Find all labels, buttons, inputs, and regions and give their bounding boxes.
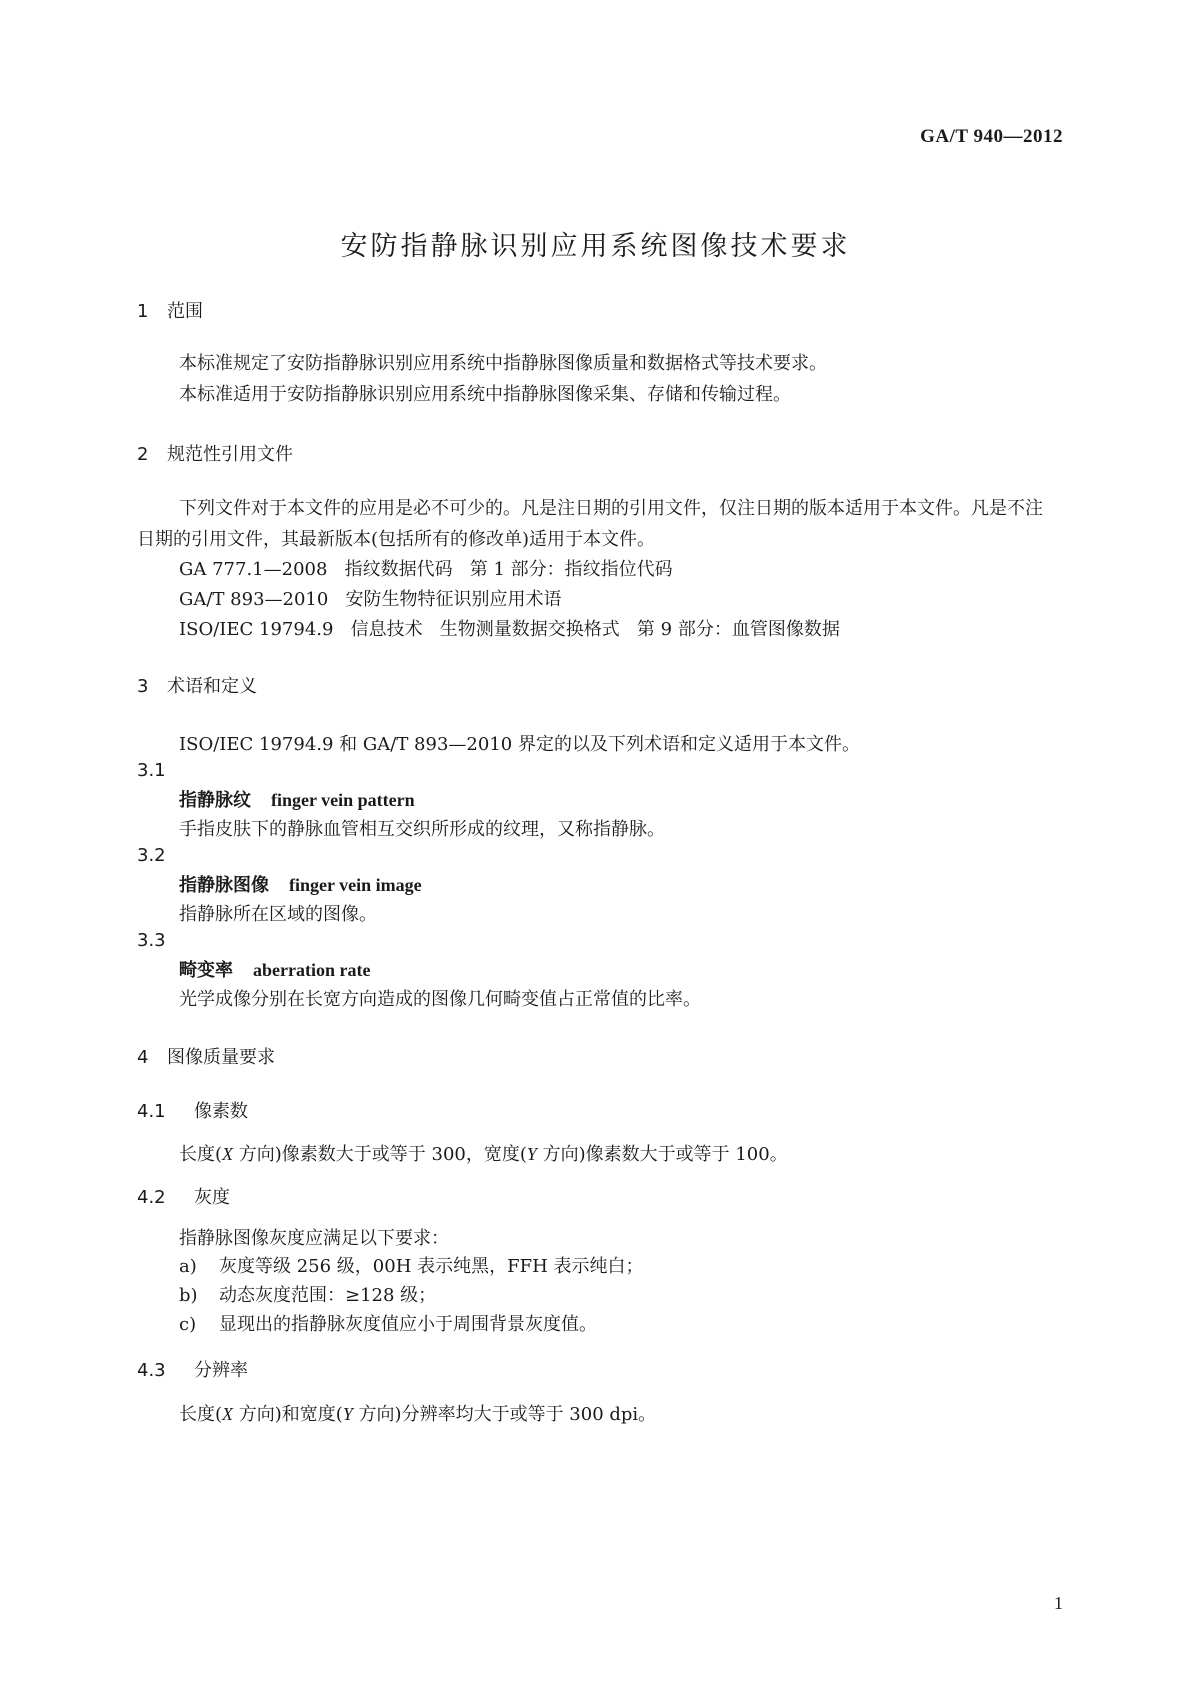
term-definition: 光学成像分别在长宽方向造成的图像几何畸变值占正常值的比率。 <box>179 989 701 1010</box>
subsection-4-3-paragraph <box>179 1400 656 1426</box>
section-title: 图像质量要求 <box>167 1047 275 1068</box>
term-en: finger vein pattern <box>271 790 415 810</box>
section-number: 1 <box>137 301 149 322</box>
document-code: GA/T 940—2012 <box>920 126 1063 147</box>
subsection-title: 分辨率 <box>194 1360 248 1381</box>
term-definition: 指静脉所在区域的图像。 <box>179 904 377 925</box>
section-title: 规范性引用文件 <box>167 444 293 465</box>
term-name <box>179 956 370 982</box>
subsection-4-1-heading <box>137 1097 248 1123</box>
subsection-number: 4.3 <box>137 1360 166 1381</box>
text-part: 方向)像素数大于或等于 100。 <box>536 1144 788 1165</box>
reference-item: ISO/IEC 19794.9 信息技术 生物测量数据交换格式 第 9 部分：血管图像数据 <box>179 619 840 640</box>
list-item <box>179 1310 597 1336</box>
variable-y: Y <box>526 1144 537 1164</box>
reference-item: GA 777.1—2008 指纹数据代码 第 1 部分：指纹指位代码 <box>179 559 673 580</box>
list-text: 显现出的指静脉灰度值应小于周围背景灰度值。 <box>219 1314 597 1335</box>
section-title: 范围 <box>167 301 203 322</box>
term-number: 3.3 <box>137 930 166 951</box>
section-2-paragraph: 下列文件对于本文件的应用是必不可少的。凡是注日期的引用文件，仅注日期的版本适用于本文件。凡是不注日期的引用文件，其最新版本(包括所有的修改单)适用于本文件。 <box>137 498 1043 550</box>
reference-item: GA/T 893—2010 安防生物特征识别应用术语 <box>179 589 562 610</box>
section-1-paragraph-1: 本标准规定了安防指静脉识别应用系统中指静脉图像质量和数据格式等技术要求。 <box>179 353 827 374</box>
section-1-paragraph-2: 本标准适用于安防指静脉识别应用系统中指静脉图像采集、存储和传输过程。 <box>179 384 791 405</box>
term-zh: 畸变率 <box>179 960 233 981</box>
term-number: 3.1 <box>137 760 166 781</box>
section-3-heading <box>137 672 257 698</box>
list-marker: a) <box>179 1256 197 1277</box>
term-number: 3.2 <box>137 845 166 866</box>
text-part: 长度( <box>179 1144 223 1165</box>
text-part: 方向)和宽度( <box>233 1404 343 1425</box>
subsection-title: 灰度 <box>194 1187 230 1208</box>
variable-x: X <box>222 1144 234 1164</box>
term-zh: 指静脉图像 <box>179 875 269 896</box>
term-zh: 指静脉纹 <box>179 790 251 811</box>
subsection-4-3-heading <box>137 1356 248 1382</box>
text-part: 长度( <box>179 1404 223 1425</box>
subsection-4-1-paragraph <box>179 1140 788 1166</box>
subsection-number: 4.2 <box>137 1187 166 1208</box>
page-number: 1 <box>1054 1593 1063 1613</box>
term-en: finger vein image <box>289 875 422 895</box>
list-item <box>179 1281 436 1307</box>
section-4-heading <box>137 1043 275 1069</box>
variable-y: Y <box>342 1404 353 1424</box>
document-title: 安防指静脉识别应用系统图像技术要求 <box>340 231 851 262</box>
subsection-4-2-intro: 指静脉图像灰度应满足以下要求： <box>179 1228 449 1249</box>
section-number: 2 <box>137 444 149 465</box>
section-2-heading <box>137 440 293 466</box>
list-marker: c) <box>179 1314 197 1335</box>
section-3-intro: ISO/IEC 19794.9 和 GA/T 893—2010 界定的以及下列术语和定义适用于本文件。 <box>179 734 860 755</box>
subsection-title: 像素数 <box>194 1101 248 1122</box>
section-number: 3 <box>137 676 149 697</box>
list-marker: b) <box>179 1285 198 1306</box>
term-en: aberration rate <box>253 960 371 980</box>
list-text: 灰度等级 256 级，00H 表示纯黑，FFH 表示纯白； <box>219 1256 644 1277</box>
text-part: 方向)像素数大于或等于 300，宽度( <box>233 1144 527 1165</box>
term-name <box>179 786 415 812</box>
variable-x: X <box>222 1404 234 1424</box>
subsection-4-2-heading <box>137 1183 230 1209</box>
term-name <box>179 871 422 897</box>
list-text: 动态灰度范围：≥128 级； <box>219 1285 437 1306</box>
subsection-number: 4.1 <box>137 1101 166 1122</box>
text-part: 方向)分辨率均大于或等于 300 dpi。 <box>352 1404 657 1425</box>
section-number: 4 <box>137 1047 149 1068</box>
section-1-heading <box>137 297 203 323</box>
term-definition: 手指皮肤下的静脉血管相互交织所形成的纹理，又称指静脉。 <box>179 819 665 840</box>
section-title: 术语和定义 <box>167 676 257 697</box>
list-item <box>179 1252 644 1278</box>
